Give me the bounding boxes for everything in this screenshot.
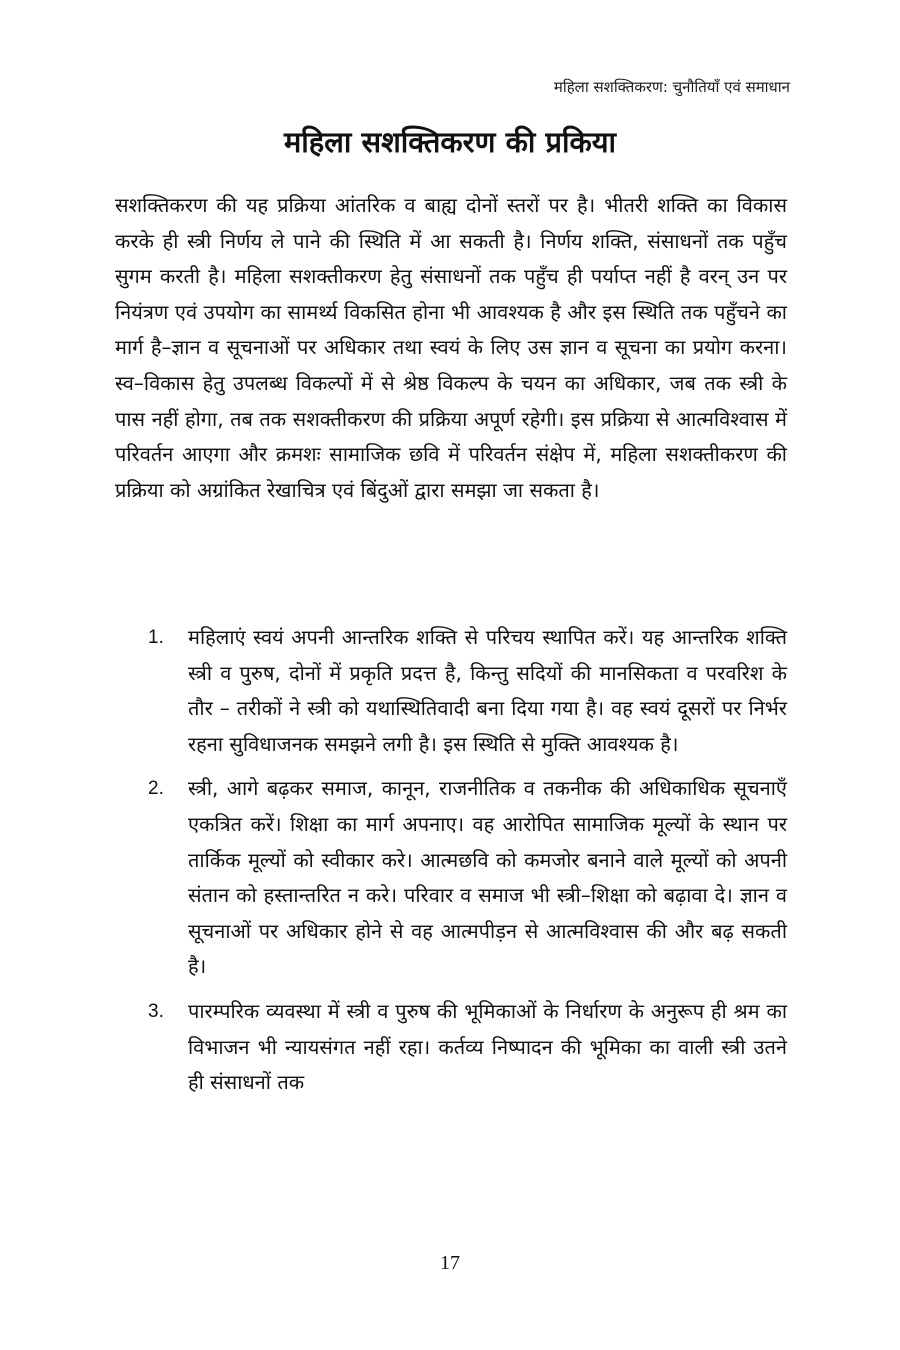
list-item-number: 2. — [148, 778, 164, 800]
list-item-number: 1. — [148, 627, 164, 648]
list-item-3 — [148, 994, 787, 1101]
list-item-text: महिलाएं स्वयं अपनी आन्तरिक शक्ति से परिचय स्थापित करें। यह आन्तरिक शक्ति स्त्री व पुरुष, दोनों में प्रकृति प्रदत्त है, किन्तु सदियों की मानसिकता व परवरिश के तौर – तरीकों ने स्त्री को यथास्थितिवादी बना दिया गया है। वह स्वयं दूसरों पर निर्भर रहना सुविधाजनक समझने लगी है। इस स्थिति से मुक्ति आवश्यक है। — [188, 625, 787, 756]
running-header: महिला सशक्तिकरण: चुनौतियाँ एवं समाधान — [553, 78, 790, 96]
intro-paragraph: सशक्तिकरण की यह प्रक्रिया आंतरिक व बाह्य दोनों स्तरों पर है। भीतरी शक्ति का विकास करके ही स्त्री निर्णय ले पाने की स्थिति में आ सकती है। निर्णय शक्ति, संसाधनों तक पहुँच सुगम करती है। महिला सशक्तीकरण हेतु संसाधनों तक पहुँच ही पर्याप्त नहीं है वरन् उन पर नियंत्रण एवं उपयोग का सामर्थ्य विकसित होना भी आवश्यक है और इस स्थिति तक पहुँचने का मार्ग है–ज्ञान व सूचनाओं पर अधिकार तथा स्वयं के लिए उस ज्ञान व सूचना का प्रयोग करना। स्व–विकास हेतु उपलब्ध विकल्पों में से श्रेष्ठ विकल्प के चयन का अधिकार, जब तक स्त्री के पास नहीं होगा, तब तक सशक्तीकरण की प्रक्रिया अपूर्ण रहेगी। इस प्रक्रिया से आत्मविश्वास में परिवर्तन आएगा और क्रमशः सामाजिक छवि में परिवर्तन संक्षेप में, महिला सशक्तीकरण की प्रक्रिया को अग्रांकित रेखाचित्र एवं बिंदुओं द्वारा समझा जा सकता है। — [115, 193, 787, 502]
list-item-text: स्त्री, आगे बढ़कर समाज, कानून, राजनीतिक व तकनीक की अधिकाधिक सूचनाएँ एकत्रित करें। शिक्षा का मार्ग अपनाए। वह आरोपित सामाजिक मूल्यों के स्थान पर तार्किक मूल्यों को स्वीकार करे। आत्मछवि को कमजोर बनाने वाले मूल्यों को अपनी संतान को हस्तान्तरित न करे। परिवार व समाज भी स्त्री–शिक्षा को बढ़ावा दे। ज्ञान व सूचनाओं पर अधिकार होने से वह आत्मपीड़न से आत्मविश्वास की और बढ़ सकती है। — [188, 776, 787, 979]
page-number: 17 — [440, 1252, 460, 1274]
page-title: महिला सशक्तिकरण की प्रकिया — [283, 125, 617, 159]
list-item-1 — [148, 620, 787, 762]
numbered-list — [148, 620, 787, 1110]
list-item-number: 3. — [148, 1000, 164, 1022]
list-item-text: पारम्परिक व्यवस्था में स्त्री व पुरुष की भूमिकाओं के निर्धारण के अनुरूप ही श्रम का विभाजन भी न्यायसंगत नहीं रहा। कर्तव्य निष्पादन की भूमिका का वाली स्त्री उतने ही संसाधनों तक — [188, 998, 787, 1095]
list-item-2 — [148, 771, 787, 985]
